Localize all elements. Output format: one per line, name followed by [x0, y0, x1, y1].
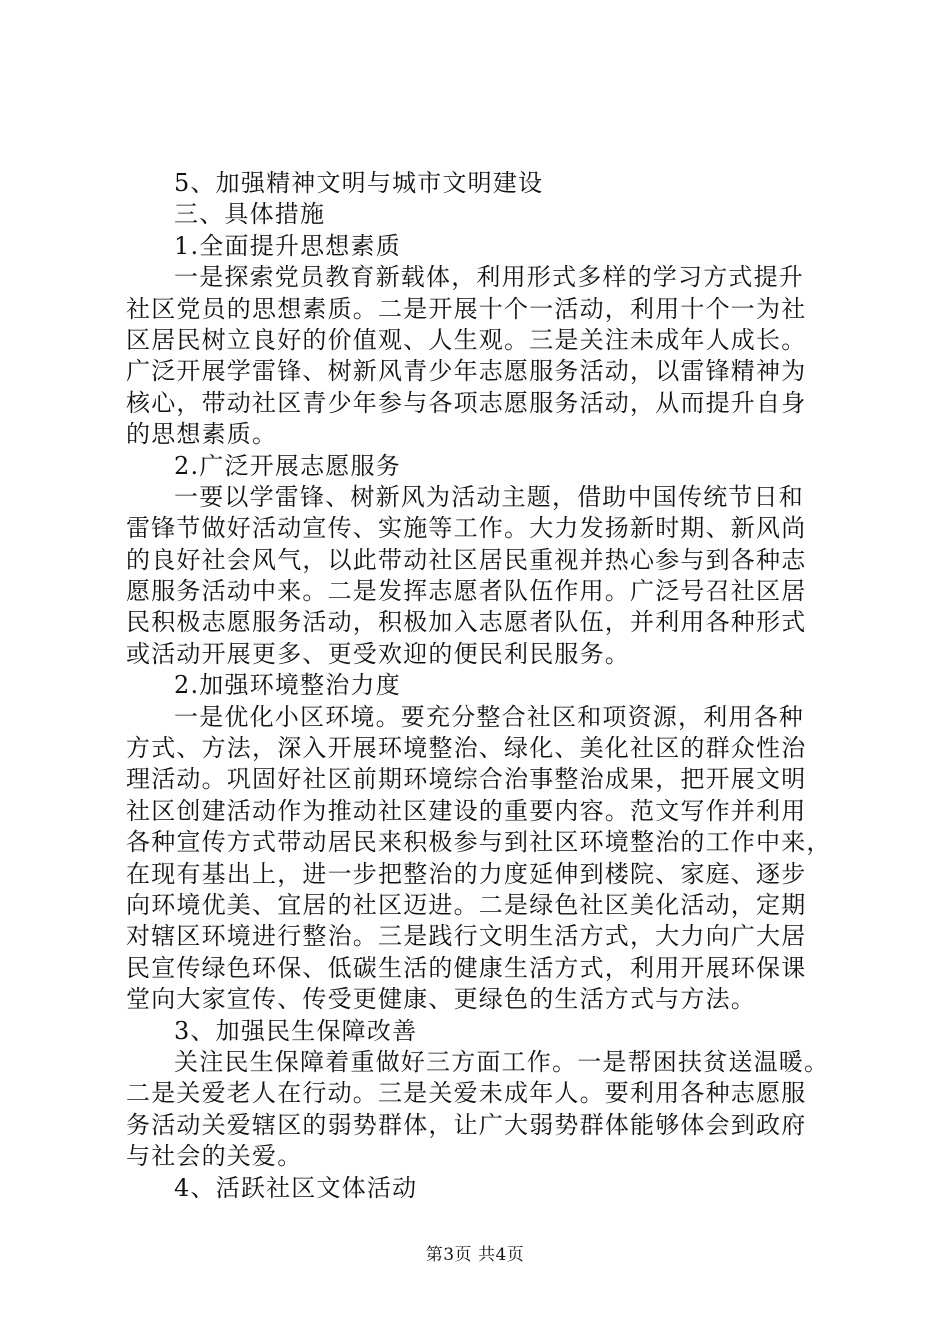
text-line: 区居民树立良好的价值观、人生观。三是关注未成年人成长。: [126, 325, 807, 354]
text-line: 一要以学雷锋、树新风为活动主题，借助中国传统节日和: [174, 482, 804, 511]
text-line: 三、具体措施: [174, 200, 326, 229]
text-line: 务活动关爱辖区的弱势群体，让广大弱势群体能够体会到政府: [126, 1110, 807, 1139]
text-line: 5、加强精神文明与城市文明建设: [174, 169, 544, 197]
text-line: 堂向大家宣传、传受更健康、更绿色的生活方式与方法。: [126, 985, 756, 1014]
text-line: 对辖区环境进行整治。三是践行文明生活方式，大力向广大居: [126, 922, 807, 951]
text-line: 的良好社会风气，以此带动社区居民重视并热心参与到各种志: [126, 545, 807, 574]
text-line: 雷锋节做好活动宣传、实施等工作。大力发扬新时期、新风尚: [126, 514, 807, 543]
text-line: 理活动。巩固好社区前期环境综合治事整治成果，把开展文明: [126, 765, 807, 794]
text-line: 2.加强环境整治力度: [174, 671, 401, 700]
text-line: 的思想素质。: [126, 420, 278, 449]
text-line: 关注民生保障着重做好三方面工作。一是帮困扶贫送温暖。: [174, 1047, 830, 1076]
text-line: 向环境优美、宜居的社区迈进。二是绿色社区美化活动，定期: [126, 890, 807, 919]
text-line: 民积极志愿服务活动，积极加入志愿者队伍，并利用各种形式: [126, 608, 807, 637]
text-line: 各种宣传方式带动居民来积极参与到社区环境整治的工作中来，: [126, 828, 832, 857]
text-line: 广泛开展学雷锋、树新风青少年志愿服务活动，以雷锋精神为: [126, 357, 807, 386]
text-line: 方式、方法，深入开展环境整治、绿化、美化社区的群众性治: [126, 734, 807, 763]
document-body: [126, 168, 838, 1204]
text-line: 民宣传绿色环保、低碳生活的健康生活方式，利用开展环保课: [126, 953, 807, 982]
text-line: 一是探索党员教育新载体，利用形式多样的学习方式提升: [174, 263, 804, 292]
text-line: 或活动开展更多、更受欢迎的便民利民服务。: [126, 639, 630, 668]
text-line: 2.广泛开展志愿服务: [174, 451, 401, 480]
text-line: 核心，带动社区青少年参与各项志愿服务活动，从而提升自身: [126, 388, 807, 417]
text-line: 与社会的关爱。: [126, 1142, 303, 1171]
page-footer: 第3页 共4页: [425, 1245, 525, 1265]
text-line: 在现有基出上，进一步把整治的力度延伸到楼院、家庭、逐步: [126, 859, 807, 888]
text-line: 1.全面提升思想素质: [174, 231, 401, 260]
text-line: 愿服务活动中来。二是发挥志愿者队伍作用。广泛号召社区居: [126, 577, 807, 606]
text-line: 3、加强民生保障改善: [174, 1016, 418, 1045]
text-line: 4、活跃社区文体活动: [174, 1173, 418, 1202]
text-line: 社区党员的思想素质。二是开展十个一活动，利用十个一为社: [126, 294, 807, 323]
text-line: 二是关爱老人在行动。三是关爱未成年人。要利用各种志愿服: [126, 1079, 807, 1108]
text-line: 社区创建活动作为推动社区建设的重要内容。范文写作并利用: [126, 796, 807, 825]
text-line: 一是优化小区环境。要充分整合社区和项资源，利用各种: [174, 702, 804, 731]
